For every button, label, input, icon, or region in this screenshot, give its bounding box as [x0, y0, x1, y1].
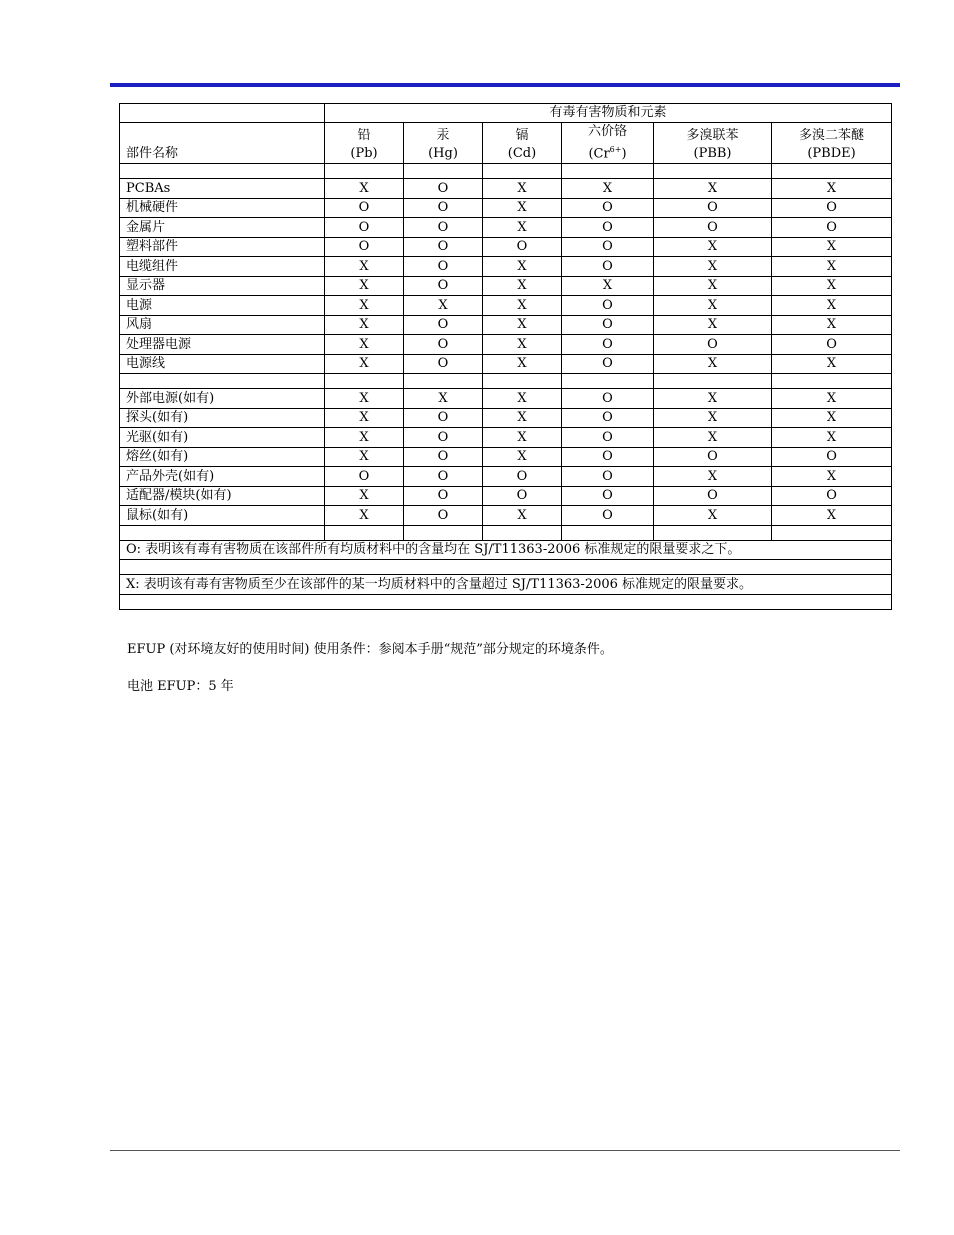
substance-mark-cell: X — [483, 506, 562, 526]
header-blank-cell — [120, 104, 325, 123]
substance-mark-cell: X — [654, 296, 772, 316]
substance-mark-cell: X — [483, 389, 562, 409]
spacer-row — [120, 560, 892, 575]
substance-mark-cell: X — [772, 408, 892, 428]
substance-mark-cell: X — [325, 179, 404, 199]
substance-mark-cell: X — [483, 428, 562, 448]
substance-mark-cell: X — [483, 354, 562, 374]
substance-mark-cell: O — [404, 237, 483, 257]
substance-mark-cell: X — [772, 296, 892, 316]
substance-mark-cell: O — [483, 486, 562, 506]
substance-mark-cell: O — [483, 237, 562, 257]
substance-mark-cell: O — [562, 198, 654, 218]
substance-mark-cell: O — [562, 237, 654, 257]
substance-mark-cell: X — [483, 218, 562, 238]
substance-mark-cell: O — [772, 486, 892, 506]
spacer-cell — [483, 374, 562, 389]
substance-mark-cell: X — [772, 315, 892, 335]
substance-mark-cell: X — [483, 257, 562, 277]
substance-mark-cell: O — [562, 506, 654, 526]
substance-mark-cell: X — [483, 315, 562, 335]
part-name-cell: 探头(如有) — [120, 408, 325, 428]
substance-mark-cell: O — [772, 447, 892, 467]
substance-mark-cell: O — [404, 335, 483, 355]
substance-mark-cell: X — [772, 467, 892, 487]
substance-mark-cell: X — [654, 315, 772, 335]
group-header: 有毒有害物质和元素 — [325, 104, 892, 123]
substance-mark-cell: O — [562, 257, 654, 277]
table-row — [120, 408, 892, 428]
table-row — [120, 354, 892, 374]
substance-mark-cell: X — [483, 276, 562, 296]
column-header — [483, 123, 562, 164]
spacer-cell — [562, 525, 654, 540]
substance-mark-cell: O — [772, 335, 892, 355]
substance-mark-cell: X — [654, 179, 772, 199]
column-header-name: 镉 — [515, 128, 529, 144]
part-name-cell: 显示器 — [120, 276, 325, 296]
substance-mark-cell: O — [404, 354, 483, 374]
part-name-cell: 风扇 — [120, 315, 325, 335]
substance-mark-cell: O — [654, 218, 772, 238]
spacer-cell — [120, 594, 892, 609]
table-row — [120, 257, 892, 277]
part-name-cell: 塑料部件 — [120, 237, 325, 257]
substance-mark-cell: X — [562, 179, 654, 199]
spacer-row — [120, 525, 892, 540]
spacer-cell — [120, 560, 892, 575]
column-header-symbol — [404, 145, 482, 163]
table-row — [120, 179, 892, 199]
symbol-close: ) — [621, 146, 627, 162]
substance-mark-cell: O — [404, 218, 483, 238]
substance-mark-cell: X — [404, 296, 483, 316]
column-header-name: 多溴二苯醚 — [799, 128, 865, 144]
part-name-cell: 电源 — [120, 296, 325, 316]
note-row — [120, 575, 892, 595]
substance-mark-cell: X — [325, 389, 404, 409]
spacer-row — [120, 594, 892, 609]
substance-mark-cell: X — [325, 486, 404, 506]
table-row — [120, 486, 892, 506]
footer-rule — [110, 1150, 900, 1151]
column-header-symbol — [562, 141, 653, 163]
substance-mark-cell: O — [562, 218, 654, 238]
part-name-cell: 处理器电源 — [120, 335, 325, 355]
spacer-cell — [772, 374, 892, 389]
substance-mark-cell: O — [772, 198, 892, 218]
table-row — [120, 335, 892, 355]
substance-mark-cell: O — [404, 408, 483, 428]
column-header-name: 多溴联苯 — [686, 128, 739, 144]
part-name-header: 部件名称 — [120, 123, 325, 164]
substance-mark-cell: X — [404, 389, 483, 409]
substance-mark-cell: O — [404, 257, 483, 277]
substance-mark-cell: O — [404, 315, 483, 335]
substance-mark-cell: O — [562, 486, 654, 506]
substance-mark-cell: O — [562, 354, 654, 374]
table-row — [120, 276, 892, 296]
substance-mark-cell: X — [483, 335, 562, 355]
substance-mark-cell: O — [654, 198, 772, 218]
substance-mark-cell: O — [562, 408, 654, 428]
substance-mark-cell: X — [654, 428, 772, 448]
substance-mark-cell: X — [654, 237, 772, 257]
spacer-row — [120, 374, 892, 389]
column-header — [404, 123, 483, 164]
spacer-cell — [325, 525, 404, 540]
column-header-name: 铅 — [357, 128, 371, 144]
substance-mark-cell: X — [483, 296, 562, 316]
substance-mark-cell: X — [772, 506, 892, 526]
substance-mark-cell: X — [562, 276, 654, 296]
spacer-cell — [562, 374, 654, 389]
note-row — [120, 540, 892, 560]
substance-mark-cell: O — [654, 486, 772, 506]
substance-mark-cell: O — [325, 218, 404, 238]
substance-mark-cell: O — [772, 218, 892, 238]
column-header-name: 汞 — [436, 128, 450, 144]
part-name-cell: 金属片 — [120, 218, 325, 238]
substance-mark-cell: X — [772, 389, 892, 409]
substance-mark-cell: X — [483, 408, 562, 428]
substance-mark-cell: X — [772, 257, 892, 277]
substance-mark-cell: X — [772, 179, 892, 199]
column-header-symbol — [654, 145, 771, 163]
substance-mark-cell: X — [654, 408, 772, 428]
spacer-cell — [654, 374, 772, 389]
part-name-cell: 外部电源(如有) — [120, 389, 325, 409]
substance-mark-cell: X — [654, 257, 772, 277]
substance-mark-cell: X — [325, 408, 404, 428]
hazardous-substances-table — [119, 103, 892, 610]
substance-mark-cell: X — [772, 276, 892, 296]
symbol-text: (Hg) — [428, 146, 458, 162]
substance-mark-cell: X — [483, 447, 562, 467]
spacer-cell — [772, 164, 892, 179]
substance-mark-cell: O — [654, 335, 772, 355]
symbol-superscript: 6+ — [609, 145, 622, 154]
spacer-cell — [120, 374, 325, 389]
substance-mark-cell: O — [562, 447, 654, 467]
table-row — [120, 198, 892, 218]
table-row — [120, 467, 892, 487]
substance-mark-cell: O — [562, 428, 654, 448]
note-cell: O: 表明该有毒有害物质在该部件所有均质材料中的含量均在 SJ/T11363-2006 标准规定的限量要求之下。 — [120, 540, 892, 560]
table-row — [120, 389, 892, 409]
column-header-symbol — [772, 145, 891, 163]
substance-mark-cell: O — [562, 467, 654, 487]
spacer-cell — [325, 374, 404, 389]
substance-mark-cell: O — [562, 335, 654, 355]
table-row — [120, 296, 892, 316]
spacer-cell — [654, 164, 772, 179]
table-row — [120, 506, 892, 526]
column-header-name: 六价铬 — [587, 124, 627, 139]
column-header-symbol — [483, 145, 561, 163]
substance-mark-cell: O — [404, 276, 483, 296]
header-rule — [110, 83, 900, 87]
substance-mark-cell: X — [654, 389, 772, 409]
spacer-cell — [120, 164, 325, 179]
symbol-text: (Cd) — [507, 146, 537, 162]
substance-mark-cell: O — [404, 486, 483, 506]
substance-mark-cell: O — [404, 198, 483, 218]
column-header — [772, 123, 892, 164]
column-header — [654, 123, 772, 164]
spacer-cell — [483, 164, 562, 179]
part-name-cell: 电源线 — [120, 354, 325, 374]
substance-mark-cell: O — [483, 467, 562, 487]
substance-mark-cell: O — [404, 447, 483, 467]
substance-mark-cell: X — [325, 257, 404, 277]
symbol-text: (PBDE) — [807, 146, 856, 162]
substance-mark-cell: X — [654, 467, 772, 487]
spacer-cell — [772, 525, 892, 540]
substance-mark-cell: X — [325, 335, 404, 355]
spacer-cell — [325, 164, 404, 179]
substance-mark-cell: X — [325, 428, 404, 448]
efup-paragraph: EFUP (对环境友好的使用时间) 使用条件：参阅本手册“规范”部分规定的环境条件。 — [127, 642, 613, 657]
substance-mark-cell: X — [772, 237, 892, 257]
spacer-cell — [404, 164, 483, 179]
substance-mark-cell: X — [483, 179, 562, 199]
table-row — [120, 218, 892, 238]
substance-mark-cell: X — [654, 354, 772, 374]
substance-mark-cell: O — [404, 179, 483, 199]
spacer-cell — [562, 164, 654, 179]
substance-mark-cell: O — [325, 237, 404, 257]
substance-mark-cell: X — [483, 198, 562, 218]
symbol-text: (Pb) — [350, 146, 378, 162]
substance-mark-cell: O — [562, 389, 654, 409]
spacer-cell — [483, 525, 562, 540]
column-header-symbol — [325, 145, 403, 163]
substance-mark-cell: X — [772, 354, 892, 374]
substance-mark-cell: X — [325, 315, 404, 335]
spacer-cell — [120, 525, 325, 540]
part-name-cell: 机械硬件 — [120, 198, 325, 218]
column-header — [325, 123, 404, 164]
table-row — [120, 428, 892, 448]
substance-mark-cell: O — [325, 467, 404, 487]
substance-mark-cell: O — [562, 315, 654, 335]
part-name-cell: 产品外壳(如有) — [120, 467, 325, 487]
part-name-cell: 电缆组件 — [120, 257, 325, 277]
table-row — [120, 447, 892, 467]
column-header — [562, 123, 654, 164]
substance-mark-cell: X — [325, 354, 404, 374]
substance-mark-cell: X — [654, 276, 772, 296]
substance-mark-cell: O — [404, 428, 483, 448]
substance-mark-cell: X — [325, 296, 404, 316]
symbol-text: (Cr — [588, 146, 610, 162]
substance-mark-cell: O — [562, 296, 654, 316]
substance-mark-cell: X — [772, 428, 892, 448]
substance-mark-cell: X — [325, 506, 404, 526]
spacer-cell — [404, 525, 483, 540]
substance-mark-cell: O — [654, 447, 772, 467]
battery-efup-paragraph: 电池 EFUP：5 年 — [127, 679, 234, 694]
substance-mark-cell: X — [325, 447, 404, 467]
table-row — [120, 315, 892, 335]
substance-mark-cell: X — [654, 506, 772, 526]
substance-mark-cell: O — [404, 467, 483, 487]
substance-mark-cell: O — [325, 198, 404, 218]
spacer-row — [120, 164, 892, 179]
part-name-cell: 鼠标(如有) — [120, 506, 325, 526]
table-row — [120, 237, 892, 257]
spacer-cell — [654, 525, 772, 540]
substance-mark-cell: O — [404, 506, 483, 526]
part-name-cell: PCBAs — [120, 179, 325, 199]
part-name-cell: 熔丝(如有) — [120, 447, 325, 467]
symbol-text: (PBB) — [693, 146, 732, 162]
part-name-cell: 光驱(如有) — [120, 428, 325, 448]
spacer-cell — [404, 374, 483, 389]
part-name-cell: 适配器/模块(如有) — [120, 486, 325, 506]
substance-mark-cell: X — [325, 276, 404, 296]
note-cell: X: 表明该有毒有害物质至少在该部件的某一均质材料中的含量超过 SJ/T11363-2006 标准规定的限量要求。 — [120, 575, 892, 595]
